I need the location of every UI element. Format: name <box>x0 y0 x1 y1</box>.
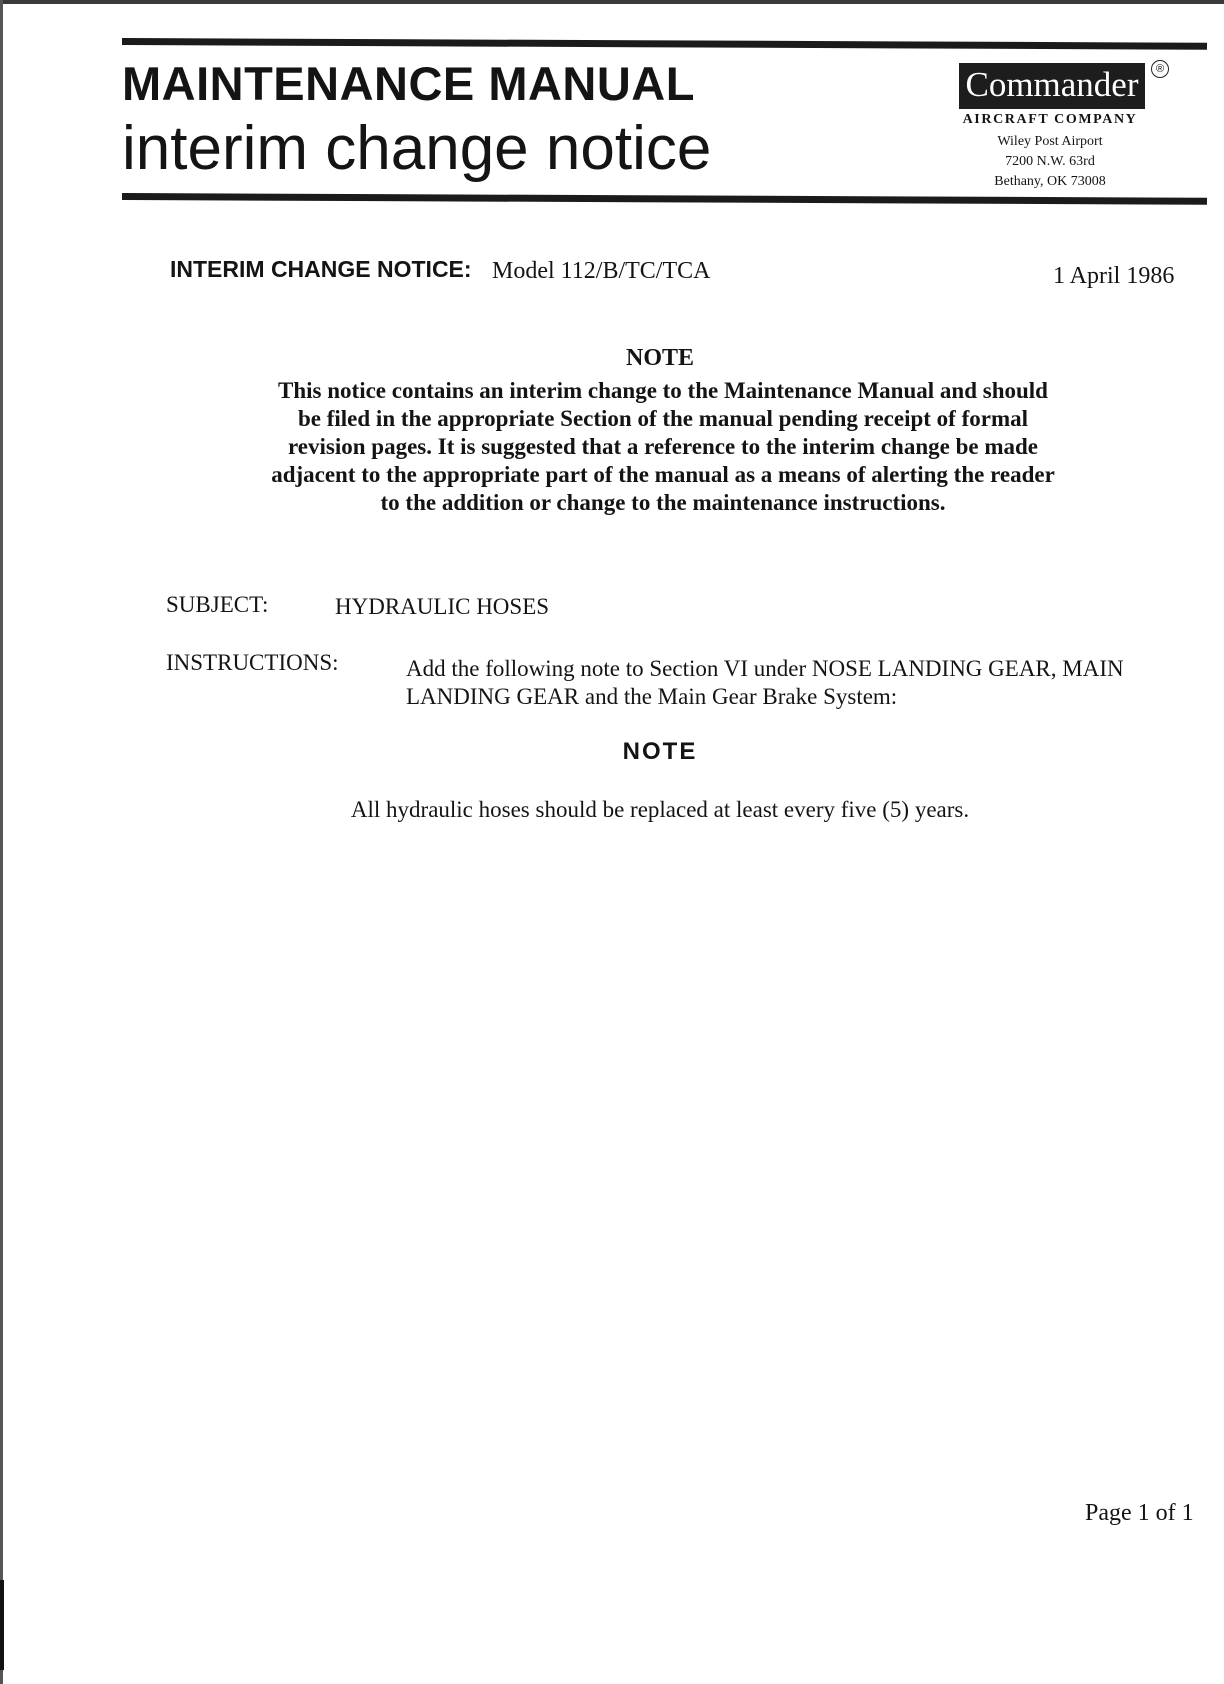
scan-edge-mark <box>0 1580 4 1670</box>
scan-edge-left <box>0 0 3 1684</box>
company-address <box>955 132 1145 192</box>
notice-label: INTERIM CHANGE NOTICE: <box>170 256 472 282</box>
address-line-2: 7200 N.W. 63rd <box>1005 154 1095 169</box>
note-body: This notice contains an interim change to the Maintenance Manual and should be filed in the appropriate Section of the manual pending receipt of formal revision pages. It is suggested that a reference to the interim change be made adjacent to the appropriate part of the manual as a means of alerting the reader to the addition or change to the maintenance instructions. <box>271 378 1055 515</box>
subject-label: SUBJECT: <box>166 592 269 617</box>
page-number: Page 1 of 1 <box>1085 1500 1194 1526</box>
instruction-note-body: All hydraulic hoses should be replaced at least every five (5) years. <box>350 797 970 822</box>
instructions-label: INSTRUCTIONS: <box>166 650 339 675</box>
notice-date: 1 April 1986 <box>1053 263 1175 289</box>
instruction-note-title: NOTE <box>622 738 698 765</box>
header-rule-top <box>122 38 1207 50</box>
header-title: MAINTENANCE MANUAL <box>122 57 695 110</box>
notice-model: Model 112/B/TC/TCA <box>492 258 711 284</box>
subject-value: HYDRAULIC HOSES <box>335 594 550 619</box>
scan-edge-top <box>0 0 1224 4</box>
company-name: AIRCRAFT COMPANY <box>962 112 1138 127</box>
address-line-3: Bethany, OK 73008 <box>994 174 1106 189</box>
note-title: NOTE <box>625 345 694 371</box>
header-subtitle: interim change notice <box>122 114 712 183</box>
company-logo-text: Commander <box>965 65 1139 104</box>
address-line-1: Wiley Post Airport <box>997 134 1103 149</box>
header-rule-bottom <box>122 193 1207 205</box>
company-logo <box>959 63 1145 109</box>
instructions-value: Add the following note to Section VI under NOSE LANDING GEAR, MAIN LANDING GEAR and the Main Gear Brake System: <box>406 656 1124 709</box>
registered-mark-icon: ® <box>1151 60 1169 78</box>
